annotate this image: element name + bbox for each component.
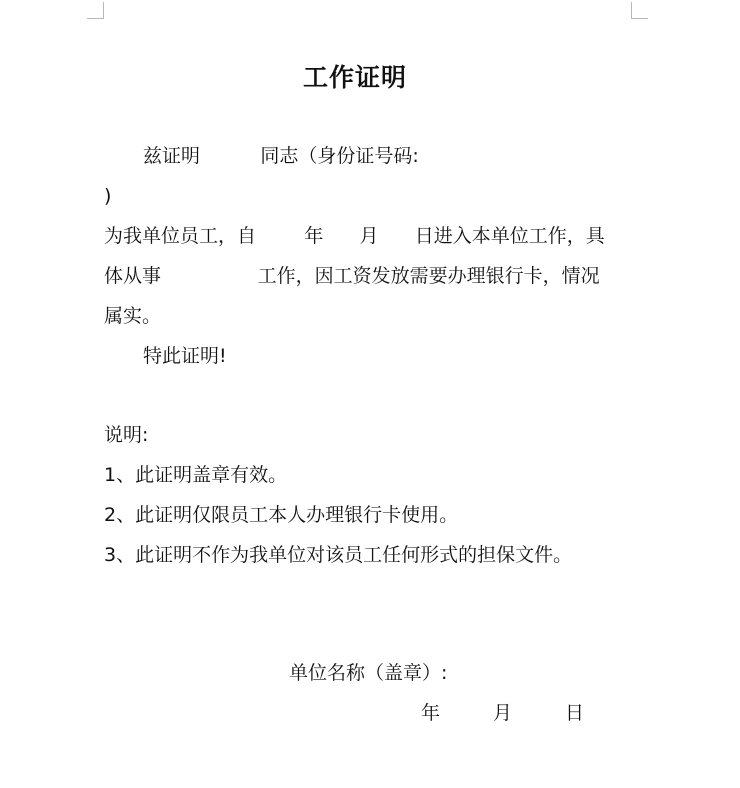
date-year-label: 年 — [421, 702, 441, 724]
unit-name-stamp-line: 单位名称（盖章）: — [289, 662, 448, 684]
employee-line: 为我单位员工，自 年 月 日进入本单位工作，具 — [104, 225, 605, 247]
note-item-2: 2、此证明仅限员工本人办理银行卡使用。 — [104, 504, 459, 526]
date-month-label: 月 — [493, 702, 513, 724]
notes-heading: 说明: — [104, 424, 149, 446]
date-day-label: 日 — [565, 702, 585, 724]
certify-line: 兹证明 同志（身份证号码: — [143, 145, 419, 167]
document-title: 工作证明 — [302, 63, 407, 92]
paren-close-line: ) — [104, 185, 112, 207]
note-item-3: 3、此证明不作为我单位对该员工任何形式的担保文件。 — [104, 544, 573, 566]
crop-mark-top-right — [631, 2, 648, 19]
work-line: 体从事 工作，因工资发放需要办理银行卡，情况 — [104, 265, 600, 287]
crop-mark-top-left — [87, 2, 104, 19]
hereby-certify-line: 特此证明! — [143, 345, 227, 367]
note-item-1: 1、此证明盖章有效。 — [104, 464, 288, 486]
true-fact-line: 属实。 — [104, 305, 162, 327]
